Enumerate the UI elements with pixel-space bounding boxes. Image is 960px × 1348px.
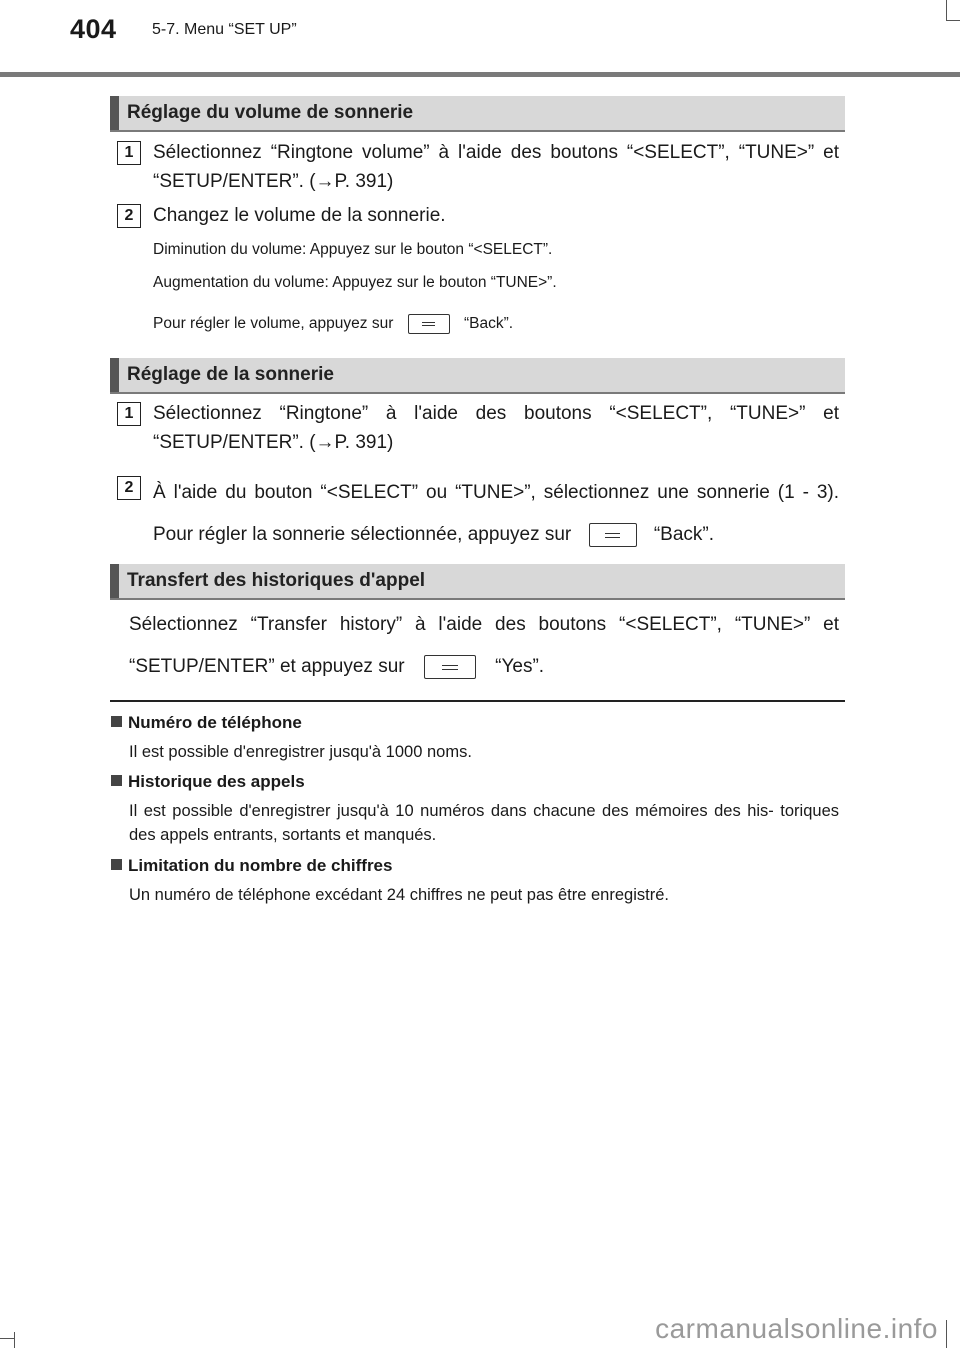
back-label: “Back”.	[464, 315, 514, 333]
step-number: 1	[117, 141, 141, 165]
square-bullet-icon	[111, 775, 122, 786]
transfer-text-main: Sélectionnez “Transfer history” à l'aide des boutons “<SELECT”, “TUNE>” et “SETUP/ENTER” et appuyez sur	[129, 614, 839, 677]
page-number: 404	[70, 14, 117, 44]
note-text: Il est possible d'enregistrer jusqu'à 1000 noms.	[129, 743, 472, 761]
section-heading-ringtone-volume	[110, 96, 845, 132]
back-label: “Back”.	[653, 524, 715, 545]
step-text: Changez le volume de la sonnerie.	[153, 205, 446, 226]
watermark: carmanualsonline.info	[655, 1313, 938, 1344]
note-text: Il est possible d'enregistrer jusqu'à 10 numéros dans chacune des mémoires des his- toriques des appels entrants, sortants et manqués.	[129, 802, 839, 844]
volume-decrease-text: Diminution du volume: Appuyez sur le bouton “<SELECT”.	[153, 241, 553, 258]
square-bullet-icon	[111, 716, 122, 727]
crop-mark	[946, 0, 947, 20]
step-text-main: À l'aide du bouton “<SELECT” ou “TUNE>”, sélectionnez une sonnerie (1 - 3). Pour régler la sonnerie sélectionnée, appuyez sur	[153, 482, 839, 545]
step-text: Sélectionnez “Ringtone” à l'aide des boutons “<SELECT”, “TUNE>” et “SETUP/ENTER”. (→P. 391)	[153, 403, 839, 453]
note-heading: Numéro de téléphone	[111, 713, 302, 733]
note-text: Un numéro de téléphone excédant 24 chiffres ne peut pas être enregistré.	[129, 886, 669, 904]
section-title: 5-7. Menu “SET UP”	[152, 21, 297, 38]
note-heading: Historique des appels	[111, 772, 305, 792]
volume-increase-text: Augmentation du volume: Appuyez sur le bouton “TUNE>”.	[153, 274, 557, 291]
crop-mark	[14, 1332, 15, 1348]
note-heading: Limitation du nombre de chiffres	[111, 856, 392, 876]
section-heading-transfer-history	[110, 564, 845, 600]
back-instruction	[153, 314, 513, 334]
crop-mark	[946, 20, 960, 21]
header-divider	[0, 72, 960, 77]
square-bullet-icon	[111, 859, 122, 870]
step-text	[153, 472, 839, 556]
crop-mark	[946, 1320, 947, 1348]
back-button-icon	[589, 523, 637, 547]
step-text: Sélectionnez “Ringtone volume” à l'aide des boutons “<SELECT”, “TUNE>” et “SETUP/ENTER”. (→P. 391)	[153, 142, 839, 192]
step-number: 1	[117, 402, 141, 426]
section-heading-text: Réglage de la sonnerie	[127, 364, 334, 385]
back-instruction-text: Pour régler le volume, appuyez sur	[153, 315, 394, 333]
section-heading-ringtone	[110, 358, 845, 394]
transfer-text	[129, 604, 839, 688]
section-heading-text: Transfert des historiques d'appel	[127, 570, 426, 591]
section-heading-text: Réglage du volume de sonnerie	[127, 102, 414, 123]
notes-divider	[110, 700, 845, 702]
step-number: 2	[117, 204, 141, 228]
step-number: 2	[117, 476, 141, 500]
yes-button-icon	[424, 655, 476, 679]
crop-mark	[0, 1338, 14, 1339]
back-button-icon	[408, 314, 450, 334]
yes-label: “Yes”.	[495, 656, 545, 677]
